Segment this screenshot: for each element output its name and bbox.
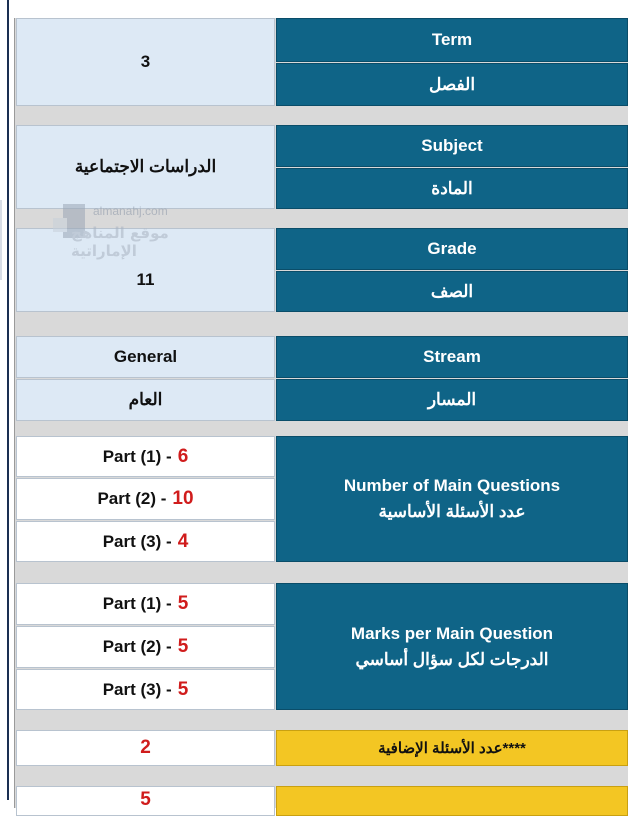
stream-label-en: Stream (276, 336, 628, 378)
marks-part-3 (16, 669, 275, 710)
part-value: 10 (172, 488, 194, 509)
bottom-partial-number: 5 (140, 789, 151, 810)
part-value: 5 (177, 593, 189, 614)
bottom-partial-label (276, 786, 628, 816)
main-questions-label-ar: عدد الأسئلة الأساسية (378, 502, 526, 521)
grade-label-ar: الصف (276, 271, 628, 312)
part-value: 5 (177, 636, 189, 657)
subject-label-en: Subject (276, 125, 628, 167)
left-edge-mark (0, 200, 2, 280)
subject-value: الدراسات الاجتماعية (16, 125, 275, 209)
marks-part-2 (16, 626, 275, 668)
marks-label-en: Marks per Main Question (350, 623, 554, 643)
grade-label-en: Grade (276, 228, 628, 270)
stream-value-ar: العام (16, 379, 275, 421)
part-label: Part (3) - (102, 679, 172, 699)
grade-value: 11 (16, 228, 275, 312)
main-q-part-1 (16, 436, 275, 477)
term-label-ar: الفصل (276, 63, 628, 106)
part-value: 4 (177, 530, 189, 552)
main-q-part-3 (16, 521, 275, 562)
stream-value-en: General (16, 336, 275, 378)
exam-spec-table (14, 18, 628, 808)
watermark-logo (53, 198, 203, 268)
extra-questions-label: عدد الأسئلة الإضافية**** (276, 730, 628, 766)
term-value: 3 (16, 18, 275, 106)
part-label: Part (1) - (102, 594, 172, 613)
main-questions-label-en: Number of Main Questions (343, 476, 561, 495)
subject-label-ar: المادة (276, 168, 628, 209)
term-label-en: Term (276, 18, 628, 62)
marks-label (276, 583, 628, 710)
extra-questions-number: 2 (140, 737, 151, 758)
main-q-part-2 (16, 478, 275, 520)
marks-label-ar: الدرجات لكل سؤال أساسي (355, 649, 549, 669)
watermark-url: almanahj.com (93, 204, 168, 218)
part-label: Part (2) - (97, 489, 167, 508)
stream-label-ar: المسار (276, 379, 628, 421)
bottom-partial-value (16, 786, 275, 816)
part-label: Part (1) - (102, 446, 172, 466)
part-label: Part (3) - (102, 531, 172, 551)
main-questions-label (276, 436, 628, 562)
marks-part-1 (16, 583, 275, 625)
extra-questions-value (16, 730, 275, 766)
watermark-name: موقع المناهج الإماراتية (71, 224, 169, 260)
left-border-line (7, 0, 9, 800)
part-value: 6 (177, 445, 189, 467)
part-value: 5 (177, 678, 189, 700)
watermark-logo-shape-small (53, 218, 67, 232)
part-label: Part (2) - (102, 637, 172, 656)
